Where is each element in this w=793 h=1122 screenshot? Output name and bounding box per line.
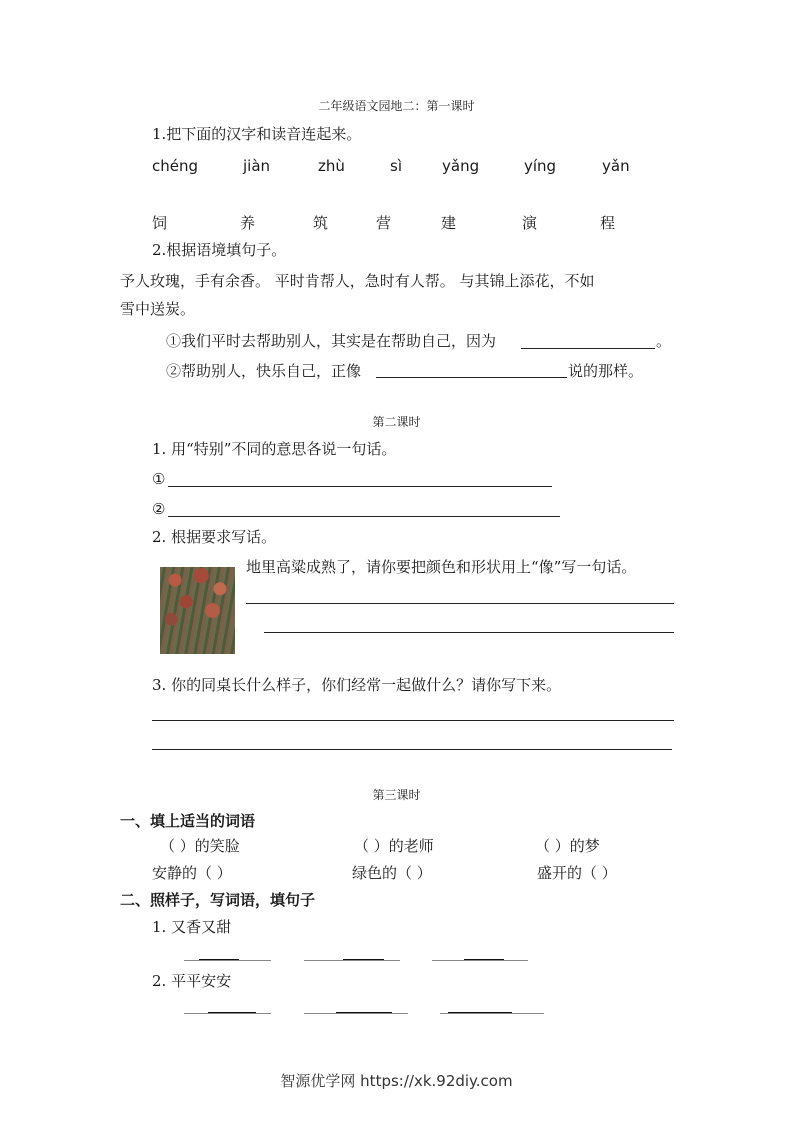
sentence-1-blank[interactable] [521,348,655,349]
proverbs-line-2: 雪中送炭。 [120,300,196,318]
example-1: 1. 又香又甜 [152,918,232,936]
writing-line-3[interactable] [152,720,674,721]
pinyin-6: yíng [524,157,557,175]
word-line-4-mark [208,1012,256,1013]
sentence-1-suffix: 。 [656,332,672,350]
lesson-3-heading: 第三课时 [372,788,421,802]
pinyin-1: chéng [152,157,199,175]
answer-marker-2: ② [152,500,166,518]
answer-marker-1: ① [152,470,166,488]
answer-line-2[interactable] [168,516,560,517]
l2-q3-instruction: 3. 你的同桌长什么样子，你们经常一起做什么？请你写下来。 [152,676,562,694]
part-1-heading: 一、填上适当的词语 [120,812,256,830]
l2-q2-prompt: 地里高粱成熟了，请你要把颜色和形状用上“像”写一句话。 [246,558,637,576]
hanzi-2: 养 [240,214,256,232]
fill-blank-1[interactable]: （ ）的笑脸 [160,837,240,855]
fill-blank-3[interactable]: （ ）的梦 [535,837,600,855]
hanzi-3: 筑 [313,214,329,232]
hanzi-5: 建 [441,214,457,232]
pinyin-3: zhù [318,157,345,175]
part-2-heading: 二、照样子，写词语，填句子 [120,891,316,909]
word-line-6[interactable] [440,1013,544,1014]
word-line-2-mark [343,959,384,960]
sentence-2-suffix: 说的那样。 [568,362,644,380]
hanzi-6: 演 [522,214,538,232]
sentence-2-prefix: ②帮助别人，快乐自己，正像 [166,362,362,380]
word-line-3[interactable] [432,960,528,961]
writing-line-2[interactable] [264,632,674,633]
word-line-4[interactable] [184,1013,271,1014]
pinyin-7: yǎn [602,157,630,175]
hanzi-7: 程 [600,214,616,232]
pinyin-4: sì [390,157,402,175]
writing-line-1[interactable] [246,603,674,604]
example-2: 2. 平平安安 [152,972,232,990]
word-line-5-mark [336,1012,392,1013]
sentence-2-blank[interactable] [376,377,567,378]
pinyin-5: yǎng [442,157,480,175]
q1-instruction: 1.把下面的汉字和读音连起来。 [152,125,362,143]
fill-blank-5[interactable]: 绿色的（ ） [352,864,432,882]
fill-blank-4[interactable]: 安静的（ ） [152,864,232,882]
pinyin-2: jiàn [243,157,271,175]
word-line-2[interactable] [304,960,400,961]
l2-q1-instruction: 1. 用“特别”不同的意思各说一句话。 [152,440,397,458]
sentence-1-prefix: ①我们平时去帮助别人，其实是在帮助自己，因为 [166,332,497,350]
hanzi-4: 营 [376,214,392,232]
q2-instruction: 2.根据语境填句子。 [152,241,287,259]
proverbs-line-1: 予人玫瑰，手有余香。 平时肯帮人，急时有人帮。 与其锦上添花，不如 [120,272,595,290]
word-line-6-mark [448,1012,512,1013]
word-line-1-mark [199,959,239,960]
answer-line-1[interactable] [168,486,552,487]
word-line-5[interactable] [304,1013,408,1014]
fill-blank-2[interactable]: （ ）的老师 [354,837,434,855]
sorghum-field-photo [160,567,235,654]
writing-line-4[interactable] [152,749,672,750]
lesson-2-heading: 第二课时 [372,415,421,429]
page-title: 二年级语文园地二：第一课时 [318,99,475,113]
word-line-1[interactable] [184,960,271,961]
word-line-3-mark [464,959,504,960]
hanzi-1: 饲 [152,214,168,232]
footer-watermark: 智源优学网 https://xk.92diy.com [280,1072,513,1090]
l2-q2-instruction: 2. 根据要求写话。 [152,528,277,546]
fill-blank-6[interactable]: 盛开的（ ） [537,864,617,882]
